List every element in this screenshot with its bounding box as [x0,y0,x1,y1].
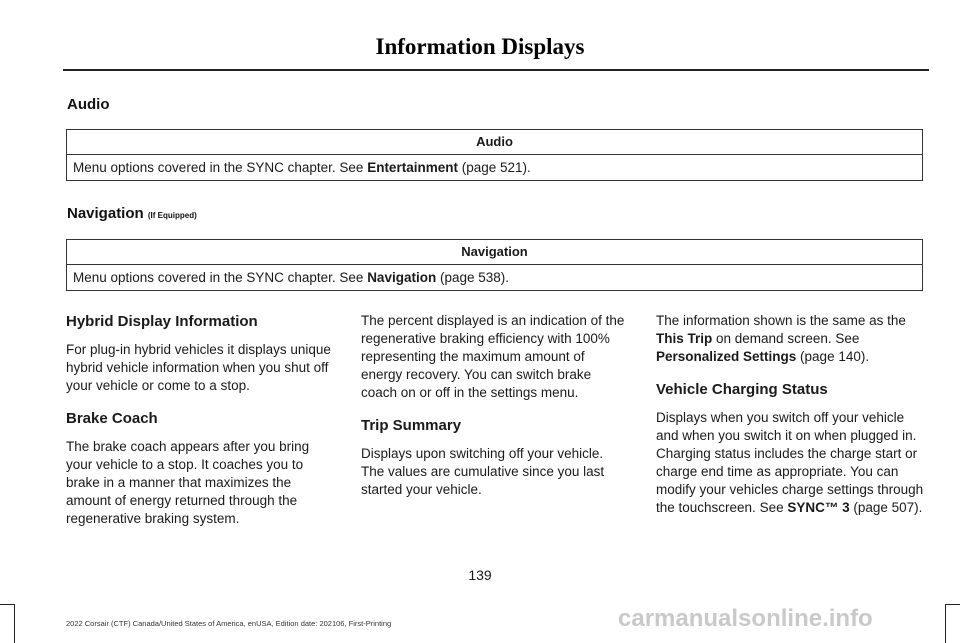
vehicle-charging-text [656,409,924,517]
trip-summary-text: Displays upon switching off your vehicle. The values are cumulative since you last started your vehicle. [361,446,605,497]
personalized-settings-link[interactable]: Personalized Settings [656,349,797,364]
navigation-table-header: Navigation [67,240,922,265]
navigation-row-suffix: (page 538). [436,270,510,285]
percent-text: The percent displayed is an indication of the regenerative braking efficiency with 100% representing the maximum amount of energy recovery. You can switch brake coach on or off in the settings menu. [361,313,625,400]
entertainment-link[interactable]: Entertainment [367,160,458,175]
crop-mark-left-h [0,604,14,605]
vehicle-charging-heading: Vehicle Charging Status [656,381,828,398]
audio-table [66,129,923,181]
brake-coach-heading: Brake Coach [66,410,158,427]
charging-suffix: (page 507). [849,500,923,515]
audio-table-header: Audio [67,130,922,155]
column-2 [361,312,629,513]
column-1 [66,312,334,542]
trip-summary-heading: Trip Summary [361,417,462,434]
sync3-link[interactable]: SYNC™ 3 [787,500,850,515]
crop-mark-right-v [945,604,946,643]
this-trip-info [656,312,924,366]
watermark: carmanualsonline.info [618,605,873,632]
footer-edition-text: 2022 Corsair (CTF) Canada/United States of America, enUSA, Edition date: 202106, First-Printing [66,619,392,628]
brake-coach-text: The brake coach appears after you bring your vehicle to a stop. It coaches you to brake in a manner that maximizes the amount of energy returned through the regenerative braking system. [66,439,310,526]
crop-mark-right-h [945,604,960,605]
crop-mark-left-v [14,604,15,643]
info-mid: on demand screen. See [712,331,860,346]
navigation-table [66,239,923,291]
charging-prefix: Displays when you switch off your vehicle and when you switch it on when plugged in. Charging status includes the charge start or charge end time as appropriate. You can modify your vehicles charge settings through the touchscreen. See [656,410,924,515]
hybrid-display-text: For plug-in hybrid vehicles it displays unique hybrid vehicle information when you shut off your vehicle or come to a stop. [66,342,331,393]
info-suffix: (page 140). [796,349,870,364]
audio-table-row [67,155,922,180]
page-title: Information Displays [375,34,585,59]
navigation-heading-text: Navigation [67,205,144,222]
hybrid-display-heading: Hybrid Display Information [66,313,258,330]
page-number: 139 [468,567,492,583]
column-3 [656,312,924,531]
navigation-table-row [67,265,922,290]
navigation-heading-note: (If Equipped) [147,211,197,220]
navigation-heading [67,205,197,222]
info-prefix: The information shown is the same as the [656,313,906,328]
header-rule [63,69,929,71]
this-trip-link[interactable]: This Trip [656,331,713,346]
navigation-link[interactable]: Navigation [367,270,437,285]
audio-row-suffix: (page 521). [457,160,531,175]
navigation-row-prefix: Menu options covered in the SYNC chapter. See [73,270,368,285]
audio-heading: Audio [67,96,110,113]
audio-row-prefix: Menu options covered in the SYNC chapter. See [73,160,368,175]
